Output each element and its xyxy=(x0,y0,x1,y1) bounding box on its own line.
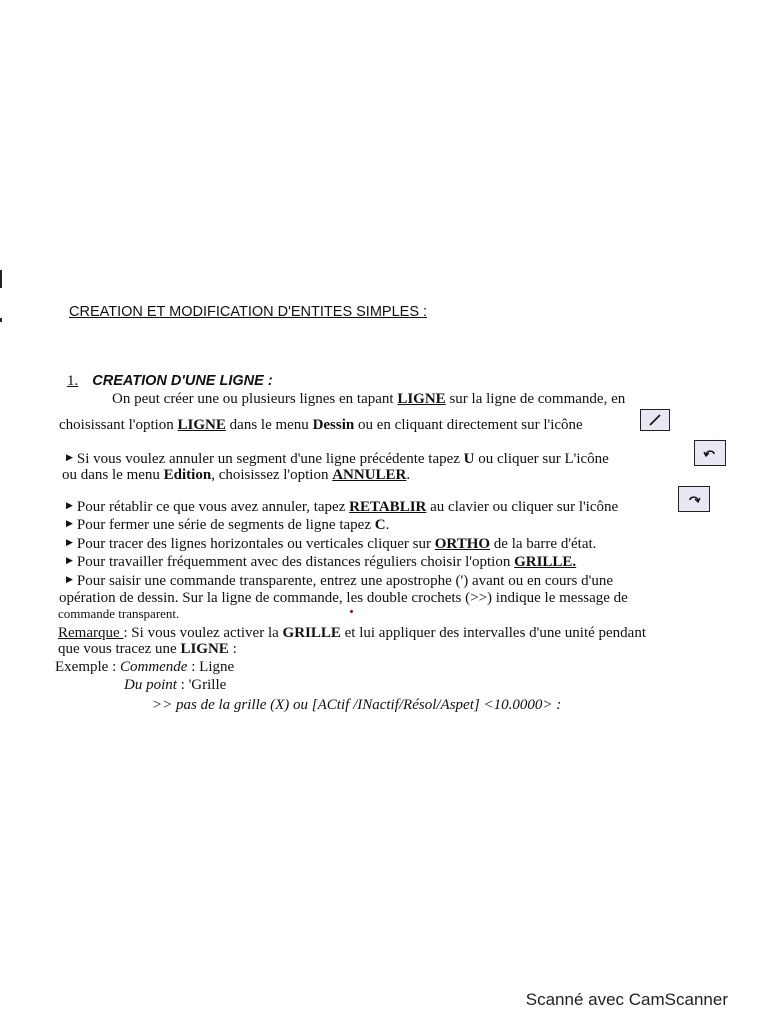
text: au clavier ou cliquer sur l'icône xyxy=(426,499,619,515)
bullet-item xyxy=(66,551,576,571)
keyword-retablir: RETABLIR xyxy=(349,499,427,515)
text: . xyxy=(406,467,411,483)
bullet-marker-icon: ▶ xyxy=(66,555,73,565)
text: . xyxy=(385,517,390,533)
text: Pour travailler fréquemment avec des distances réguliers choisir l'option xyxy=(76,554,515,570)
bullet-continuation xyxy=(58,605,179,623)
bullet-marker-icon: ▶ xyxy=(66,452,73,462)
bullet-item xyxy=(66,496,618,516)
bullet-continuation xyxy=(62,466,410,484)
line-tool-icon xyxy=(640,409,670,431)
text: que vous tracez une xyxy=(58,641,181,657)
text: choisissant l'option xyxy=(59,417,178,433)
keyword-c: C xyxy=(374,517,386,533)
text: Pour rétablir ce que vous avez annuler, tapez xyxy=(76,499,350,515)
page-heading: CREATION ET MODIFICATION D'ENTITES SIMPLES : xyxy=(69,304,428,320)
keyword-grille: GRILLE xyxy=(282,625,341,641)
command-value: : Ligne xyxy=(187,659,235,675)
text: ou dans le menu xyxy=(62,467,164,483)
point-label: Du point xyxy=(124,677,177,693)
bullet-item xyxy=(66,570,613,590)
keyword-edition: Edition xyxy=(163,467,212,483)
text: et lui appliquer des intervalles d'une unité pendant xyxy=(340,625,647,641)
keyword-dessin: Dessin xyxy=(312,417,355,433)
command-prompt xyxy=(152,696,561,714)
keyword-ligne: LIGNE xyxy=(397,391,446,407)
text: >> pas de la grille (X) ou [ACtif /INactif/Résol/Aspet] <10.0000> : xyxy=(152,697,562,713)
scanner-watermark: Scanné avec CamScanner xyxy=(525,990,728,1009)
example-label: Exemple : xyxy=(55,659,120,675)
keyword-ligne: LIGNE xyxy=(180,641,229,657)
text: , choisissez l'option xyxy=(211,467,333,483)
redo-icon xyxy=(686,492,702,506)
section-title-text: CREATION D'UNE LIGNE : xyxy=(92,373,273,389)
text: On peut créer une ou plusieurs lignes en tapant xyxy=(112,391,398,407)
line-tool-icon xyxy=(647,413,663,427)
bullet-marker-icon: ▶ xyxy=(66,500,73,510)
keyword-grille: GRILLE. xyxy=(514,554,577,570)
text: ou cliquer sur L'icône xyxy=(474,451,609,467)
bullet-item xyxy=(66,533,596,553)
keyword-u: U xyxy=(463,451,475,467)
bullet-item xyxy=(66,514,389,534)
text: Pour tracer des lignes horizontales ou verticales cliquer sur xyxy=(76,536,435,552)
redo-icon xyxy=(678,486,710,512)
undo-icon xyxy=(694,440,726,466)
keyword-annuler: ANNULER xyxy=(332,467,407,483)
text: sur la ligne de commande, en xyxy=(445,391,626,407)
text: : xyxy=(228,641,237,657)
keyword-ortho: ORTHO xyxy=(434,536,491,552)
remark-label: Remarque xyxy=(58,625,124,641)
text: de la barre d'état. xyxy=(490,536,597,552)
section-number: 1. xyxy=(67,373,79,389)
text: opération de dessin. Sur la ligne de commande, les double crochets (>>) indique le message de xyxy=(59,590,628,606)
text: : Si vous voulez activer la xyxy=(123,625,283,641)
bullet-marker-icon: ▶ xyxy=(66,518,73,528)
bullet-marker-icon: ▶ xyxy=(66,574,73,584)
scan-edge-mark xyxy=(0,270,2,288)
text: ou en cliquant directement sur l'icône xyxy=(354,417,583,433)
bullet-item xyxy=(66,448,609,468)
text: Pour fermer une série de segments de ligne tapez xyxy=(76,517,375,533)
command-label: Commende xyxy=(119,659,188,675)
remark-line xyxy=(58,640,237,658)
bullet-marker-icon: ▶ xyxy=(66,537,73,547)
example-line xyxy=(55,658,234,676)
text: dans le menu xyxy=(225,417,313,433)
scan-edge-mark xyxy=(0,318,2,322)
scan-speck xyxy=(350,610,353,613)
paragraph-line xyxy=(112,390,625,408)
text: Pour saisir une commande transparente, entrez une apostrophe (') avant ou en cours d'une xyxy=(76,573,613,589)
keyword-ligne: LIGNE xyxy=(177,417,226,433)
text: Si vous voulez annuler un segment d'une ligne précédente tapez xyxy=(76,451,464,467)
text: commande transparent. xyxy=(58,606,180,621)
undo-icon xyxy=(702,446,718,460)
example-line xyxy=(124,676,226,694)
paragraph-line xyxy=(59,416,583,434)
point-value: : 'Grille xyxy=(176,677,227,693)
section-title xyxy=(67,372,273,390)
